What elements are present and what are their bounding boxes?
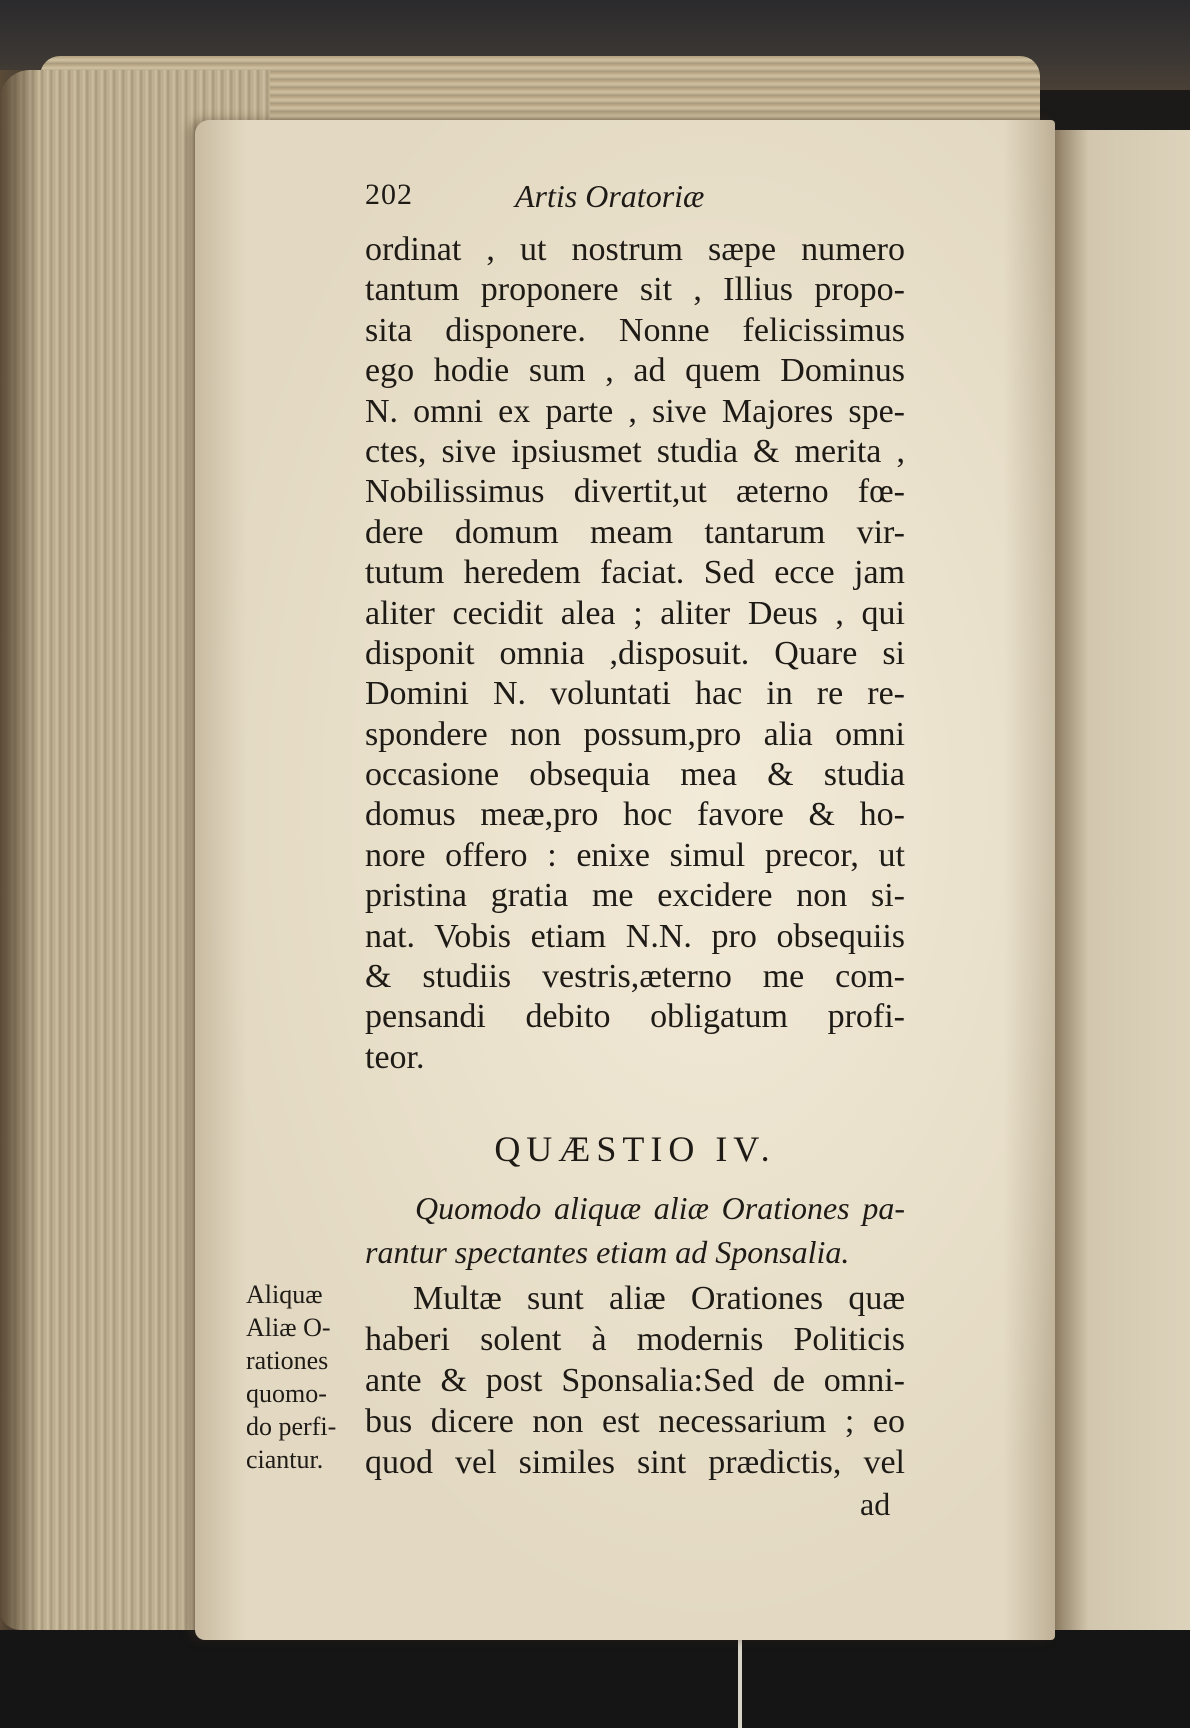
text-line: haberi solent à modernis Politicis [365, 1321, 905, 1358]
section-body-text [365, 1278, 905, 1483]
background-bottom [0, 1630, 1190, 1728]
margin-note-line: quomo- [246, 1379, 327, 1408]
text-line: sita disponere. Nonne felicissimus [365, 311, 905, 349]
facing-page [1055, 130, 1190, 1630]
text-line: ctes, sive ipsiusmet studia & merita , [365, 432, 905, 470]
text-line: ego hodie sum , ad quem Dominus [365, 352, 905, 390]
subtitle-line: rantur spectantes etiam ad Sponsalia. [365, 1234, 850, 1270]
text-line: N. omni ex parte , sive Majores spe- [365, 392, 905, 430]
text-line: tutum heredem faciat. Sed ecce jam [365, 554, 905, 592]
text-line: dere domum meam tantarum vir- [365, 513, 905, 551]
text-line: aliter cecidit alea ; aliter Deus , qui [365, 594, 905, 632]
subtitle-line: Quomodo aliquæ aliæ Orationes pa- [415, 1190, 905, 1226]
text-line: domus meæ,pro hoc favore & ho- [365, 796, 905, 834]
text-line: pristina gratia me excidere non si- [365, 877, 905, 915]
page-header [365, 178, 925, 222]
margin-note-line: Aliæ O- [246, 1313, 331, 1342]
text-line: disponit omnia ,disposuit. Quare si [365, 634, 905, 672]
margin-note-line: do perfi- [246, 1412, 337, 1441]
running-head: Artis Oratoriæ [515, 178, 705, 214]
page-stack-shadow [0, 70, 40, 1630]
text-line: occasione obsequia mea & studia [365, 756, 905, 794]
section-subtitle [365, 1186, 905, 1274]
text-line: ordinat , ut nostrum sæpe numero [365, 231, 905, 268]
text-line: Multæ sunt aliæ Orationes quæ [413, 1280, 905, 1317]
section-heading: QUÆSTIO IV. [494, 1129, 776, 1169]
margin-note-line: Aliquæ [246, 1280, 323, 1309]
text-line: quod vel similes sint prædictis, vel [365, 1444, 905, 1481]
text-line: ante & post Sponsalia:Sed de omni- [365, 1362, 905, 1399]
text-line: spondere non possum,pro alia omni [365, 715, 905, 753]
text-line: teor. [365, 1038, 425, 1076]
text-line: nat. Vobis etiam N.N. pro obsequiis [365, 917, 905, 955]
page-number: 202 [365, 178, 413, 211]
text-line: & studiis vestris,æterno me com- [365, 958, 905, 996]
text-line: tantum proponere sit , Illius propo- [365, 271, 905, 309]
text-line: Domini N. voluntati hac in re re- [365, 675, 905, 713]
margin-note [246, 1278, 358, 1476]
text-line: bus dicere non est necessarium ; eo [365, 1403, 905, 1440]
text-line: Nobilissimus divertit,ut æterno fœ- [365, 473, 905, 511]
bookmark-thread [738, 1630, 742, 1728]
margin-note-line: ciantur. [246, 1445, 324, 1474]
text-line: pensandi debito obligatum profi- [365, 998, 905, 1036]
body-text [365, 230, 905, 1078]
catchword: ad [860, 1486, 891, 1522]
text-line: nore offero : enixe simul precor, ut [365, 836, 905, 874]
margin-note-line: rationes [246, 1346, 329, 1375]
